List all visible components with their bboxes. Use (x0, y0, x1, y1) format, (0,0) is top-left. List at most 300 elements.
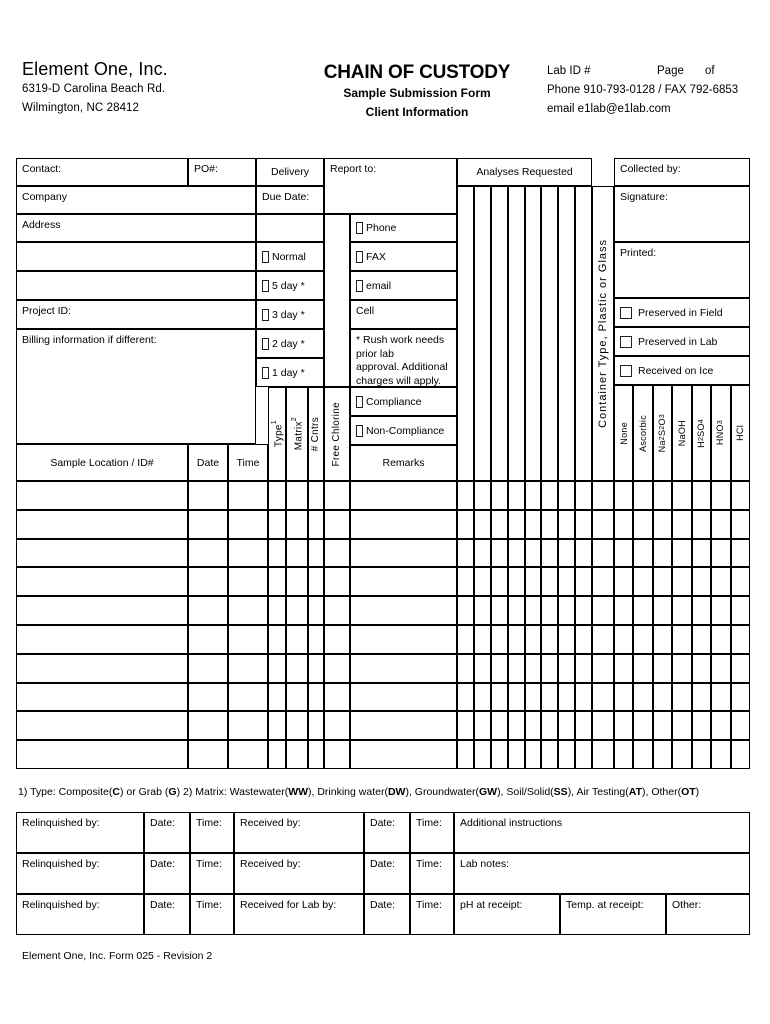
checkbox-icon[interactable] (356, 396, 363, 408)
table-row-cell-preservative-Na2S2O3[interactable] (653, 625, 672, 654)
table-row-cell-preservative-NaOH[interactable] (672, 596, 691, 625)
table-row-cell-preservative-NaOH[interactable] (672, 481, 691, 510)
table-row-cell-analysis-7[interactable] (558, 481, 575, 510)
checkbox-icon[interactable] (356, 425, 363, 437)
table-row-cell-analysis-8[interactable] (575, 654, 592, 683)
table-row-cell-preservative-Na2S2O3[interactable] (653, 683, 672, 712)
table-row-cell-date[interactable] (188, 539, 228, 568)
table-row-cell-matrix[interactable] (286, 711, 308, 740)
table-row-cell-preservative-H2SO4[interactable] (692, 596, 711, 625)
table-row-cell-matrix[interactable] (286, 654, 308, 683)
table-row-cell-analysis-5[interactable] (525, 683, 542, 712)
table-row-cell-preservative-HNO3[interactable] (711, 539, 730, 568)
table-row-cell-preservative-Ascorbic[interactable] (633, 625, 652, 654)
custody-receive-date[interactable] (364, 894, 410, 935)
table-row-cell-analysis-2[interactable] (474, 481, 491, 510)
table-row-cell-preservative-NaOH[interactable] (672, 567, 691, 596)
table-row-cell-analysis-2[interactable] (474, 567, 491, 596)
table-row-cell-analysis-5[interactable] (525, 711, 542, 740)
table-row-cell-analysis-3[interactable] (491, 683, 508, 712)
table-row-cell-preservative-None[interactable] (614, 481, 633, 510)
table-row-cell-free-chlorine[interactable] (324, 683, 350, 712)
table-row-cell-analysis-7[interactable] (558, 539, 575, 568)
table-row-cell-free-chlorine[interactable] (324, 654, 350, 683)
table-row-cell-date[interactable] (188, 625, 228, 654)
checkbox-icon[interactable] (262, 251, 269, 263)
table-row-cell-matrix[interactable] (286, 596, 308, 625)
printed-name-field[interactable] (614, 242, 750, 298)
table-row-cell-analysis-6[interactable] (541, 481, 558, 510)
table-row-cell-type[interactable] (268, 567, 286, 596)
checkbox-icon[interactable] (620, 365, 632, 377)
table-row-cell-preservative-Ascorbic[interactable] (633, 654, 652, 683)
checkbox-icon[interactable] (262, 280, 269, 292)
table-row-cell-cntrs[interactable] (308, 539, 324, 568)
table-row-cell-analysis-7[interactable] (558, 567, 575, 596)
table-row-cell-analysis-4[interactable] (508, 539, 525, 568)
table-row-cell-analysis-7[interactable] (558, 683, 575, 712)
analysis-column-8[interactable] (575, 186, 592, 481)
table-row-cell-analysis-4[interactable] (508, 510, 525, 539)
table-row-cell-type[interactable] (268, 510, 286, 539)
table-row-cell-date[interactable] (188, 481, 228, 510)
analysis-column-4[interactable] (508, 186, 525, 481)
table-row-cell-preservative-H2SO4[interactable] (692, 740, 711, 769)
table-row-cell-analysis-6[interactable] (541, 510, 558, 539)
analysis-column-1[interactable] (457, 186, 474, 481)
table-row-cell-date[interactable] (188, 654, 228, 683)
preservative-column-NaOH[interactable] (672, 385, 691, 481)
table-row-cell-analysis-1[interactable] (457, 596, 474, 625)
table-row-cell-analysis-6[interactable] (541, 683, 558, 712)
table-row-cell-analysis-8[interactable] (575, 510, 592, 539)
table-row-cell-analysis-4[interactable] (508, 567, 525, 596)
compliance-checkbox-row[interactable] (350, 387, 457, 416)
table-row-cell-analysis-1[interactable] (457, 567, 474, 596)
table-row-cell-preservative-Na2S2O3[interactable] (653, 510, 672, 539)
table-row-cell-preservative-None[interactable] (614, 625, 633, 654)
table-row-cell-free-chlorine[interactable] (324, 481, 350, 510)
table-row-cell-preservative-Na2S2O3[interactable] (653, 596, 672, 625)
billing-info-field[interactable] (16, 329, 256, 444)
table-row-cell-container-type[interactable] (592, 654, 614, 683)
table-row-cell-cntrs[interactable] (308, 654, 324, 683)
table-row-cell-preservative-None[interactable] (614, 539, 633, 568)
table-row-cell-container-type[interactable] (592, 510, 614, 539)
table-row-cell-analysis-5[interactable] (525, 539, 542, 568)
table-row-cell-preservative-H2SO4[interactable] (692, 567, 711, 596)
table-row-cell-analysis-5[interactable] (525, 596, 542, 625)
table-row-cell-cntrs[interactable] (308, 567, 324, 596)
table-row-cell-preservative-HNO3[interactable] (711, 740, 730, 769)
table-row-cell-analysis-3[interactable] (491, 625, 508, 654)
table-row-cell-analysis-4[interactable] (508, 683, 525, 712)
table-row-cell-free-chlorine[interactable] (324, 711, 350, 740)
table-row-cell-matrix[interactable] (286, 683, 308, 712)
table-row-cell-preservative-HCl[interactable] (731, 683, 750, 712)
signature-field[interactable] (614, 186, 750, 242)
table-row-cell-container-type[interactable] (592, 481, 614, 510)
table-row-cell-preservative-HCl[interactable] (731, 510, 750, 539)
table-row-cell-free-chlorine[interactable] (324, 625, 350, 654)
table-row-cell-preservative-NaOH[interactable] (672, 711, 691, 740)
table-row-cell-analysis-2[interactable] (474, 654, 491, 683)
custody-receive-date[interactable] (364, 853, 410, 894)
table-row-cell-preservative-None[interactable] (614, 510, 633, 539)
table-row-cell-preservative-Ascorbic[interactable] (633, 510, 652, 539)
custody-receive-time[interactable] (410, 812, 454, 853)
table-row-cell-date[interactable] (188, 510, 228, 539)
table-row-cell-remarks[interactable] (350, 740, 457, 769)
table-row-cell-analysis-3[interactable] (491, 596, 508, 625)
custody-receive-date[interactable] (364, 812, 410, 853)
table-row-cell-time[interactable] (228, 683, 268, 712)
table-row-cell-analysis-8[interactable] (575, 711, 592, 740)
table-row-cell-analysis-1[interactable] (457, 711, 474, 740)
contact-field[interactable] (16, 158, 188, 186)
table-row-cell-analysis-8[interactable] (575, 683, 592, 712)
table-row-cell-preservative-None[interactable] (614, 740, 633, 769)
table-row-cell-preservative-HNO3[interactable] (711, 654, 730, 683)
table-row-cell-analysis-3[interactable] (491, 481, 508, 510)
table-row-cell-time[interactable] (228, 567, 268, 596)
table-row-cell-preservative-Ascorbic[interactable] (633, 596, 652, 625)
table-row-cell-analysis-3[interactable] (491, 740, 508, 769)
table-row-cell-cntrs[interactable] (308, 596, 324, 625)
table-row-cell-analysis-1[interactable] (457, 481, 474, 510)
table-row-cell-analysis-6[interactable] (541, 711, 558, 740)
table-row-cell-free-chlorine[interactable] (324, 596, 350, 625)
table-row-cell-preservative-Ascorbic[interactable] (633, 567, 652, 596)
checkbox-icon[interactable] (262, 309, 269, 321)
table-row-cell-preservative-HNO3[interactable] (711, 596, 730, 625)
analysis-column-3[interactable] (491, 186, 508, 481)
table-row-cell-analysis-8[interactable] (575, 481, 592, 510)
table-row-cell-date[interactable] (188, 740, 228, 769)
table-row-cell-analysis-6[interactable] (541, 596, 558, 625)
table-row-cell-preservative-HCl[interactable] (731, 711, 750, 740)
custody-notes[interactable] (454, 853, 750, 894)
table-row-cell-preservative-H2SO4[interactable] (692, 683, 711, 712)
table-row-cell-analysis-3[interactable] (491, 539, 508, 568)
table-row-cell-analysis-7[interactable] (558, 596, 575, 625)
custody-received-by[interactable] (234, 812, 364, 853)
table-row-cell-date[interactable] (188, 711, 228, 740)
table-row-cell-preservative-NaOH[interactable] (672, 740, 691, 769)
custody-relinquished-by[interactable] (16, 812, 144, 853)
table-row-cell-analysis-5[interactable] (525, 625, 542, 654)
project-id-field[interactable] (16, 300, 256, 329)
table-row-cell-location[interactable] (16, 481, 188, 510)
table-row-cell-preservative-HCl[interactable] (731, 596, 750, 625)
table-row-cell-preservative-Ascorbic[interactable] (633, 481, 652, 510)
table-row-cell-analysis-8[interactable] (575, 596, 592, 625)
report-method-email[interactable] (350, 271, 457, 300)
analysis-column-2[interactable] (474, 186, 491, 481)
table-row-cell-remarks[interactable] (350, 510, 457, 539)
table-row-cell-date[interactable] (188, 596, 228, 625)
table-row-cell-analysis-7[interactable] (558, 740, 575, 769)
collected-by-field[interactable] (614, 158, 750, 186)
delivery-option-normal[interactable] (256, 242, 324, 271)
table-row-cell-analysis-6[interactable] (541, 740, 558, 769)
table-row-cell-preservative-Na2S2O3[interactable] (653, 740, 672, 769)
custody-relinquished-by[interactable] (16, 894, 144, 935)
table-row-cell-cntrs[interactable] (308, 481, 324, 510)
table-row-cell-type[interactable] (268, 625, 286, 654)
table-row-cell-analysis-2[interactable] (474, 539, 491, 568)
table-row-cell-location[interactable] (16, 711, 188, 740)
table-row-cell-remarks[interactable] (350, 683, 457, 712)
table-row-cell-container-type[interactable] (592, 740, 614, 769)
table-row-cell-analysis-5[interactable] (525, 481, 542, 510)
table-row-cell-preservative-HCl[interactable] (731, 481, 750, 510)
table-row-cell-remarks[interactable] (350, 711, 457, 740)
table-row-cell-matrix[interactable] (286, 625, 308, 654)
table-row-cell-analysis-6[interactable] (541, 567, 558, 596)
table-row-cell-preservative-HCl[interactable] (731, 740, 750, 769)
table-row-cell-analysis-2[interactable] (474, 683, 491, 712)
table-row-cell-free-chlorine[interactable] (324, 510, 350, 539)
received-on-ice-row[interactable] (614, 356, 750, 385)
table-row-cell-preservative-NaOH[interactable] (672, 539, 691, 568)
table-row-cell-free-chlorine[interactable] (324, 539, 350, 568)
table-row-cell-preservative-H2SO4[interactable] (692, 625, 711, 654)
table-row-cell-time[interactable] (228, 510, 268, 539)
table-row-cell-preservative-HNO3[interactable] (711, 510, 730, 539)
table-row-cell-time[interactable] (228, 711, 268, 740)
checkbox-icon[interactable] (356, 251, 363, 263)
table-row-cell-preservative-Ascorbic[interactable] (633, 539, 652, 568)
table-row-cell-preservative-Na2S2O3[interactable] (653, 539, 672, 568)
table-row-cell-matrix[interactable] (286, 740, 308, 769)
report-method-phone[interactable] (350, 214, 457, 242)
analysis-column-7[interactable] (558, 186, 575, 481)
table-row-cell-cntrs[interactable] (308, 711, 324, 740)
table-row-cell-preservative-Na2S2O3[interactable] (653, 711, 672, 740)
table-row-cell-analysis-1[interactable] (457, 539, 474, 568)
table-row-cell-container-type[interactable] (592, 567, 614, 596)
delivery-option-3day[interactable] (256, 300, 324, 329)
delivery-option-2day[interactable] (256, 329, 324, 358)
table-row-cell-type[interactable] (268, 539, 286, 568)
custody-other[interactable] (666, 894, 750, 935)
table-row-cell-analysis-7[interactable] (558, 510, 575, 539)
table-row-cell-preservative-H2SO4[interactable] (692, 711, 711, 740)
table-row-cell-analysis-1[interactable] (457, 654, 474, 683)
table-row-cell-analysis-4[interactable] (508, 711, 525, 740)
table-row-cell-preservative-HNO3[interactable] (711, 711, 730, 740)
table-row-cell-type[interactable] (268, 711, 286, 740)
table-row-cell-location[interactable] (16, 683, 188, 712)
custody-relinquish-date[interactable] (144, 812, 190, 853)
custody-received-by[interactable] (234, 894, 364, 935)
table-row-cell-analysis-4[interactable] (508, 596, 525, 625)
table-row-cell-preservative-NaOH[interactable] (672, 683, 691, 712)
table-row-cell-free-chlorine[interactable] (324, 567, 350, 596)
table-row-cell-analysis-5[interactable] (525, 510, 542, 539)
preservative-column-Na2S2O3[interactable] (653, 385, 672, 481)
table-row-cell-date[interactable] (188, 567, 228, 596)
table-row-cell-preservative-HCl[interactable] (731, 539, 750, 568)
table-row-cell-preservative-NaOH[interactable] (672, 510, 691, 539)
table-row-cell-preservative-Na2S2O3[interactable] (653, 654, 672, 683)
checkbox-icon[interactable] (356, 222, 363, 234)
table-row-cell-cntrs[interactable] (308, 510, 324, 539)
table-row-cell-remarks[interactable] (350, 596, 457, 625)
noncompliance-checkbox-row[interactable] (350, 416, 457, 445)
due-date-field[interactable] (256, 186, 324, 214)
table-row-cell-location[interactable] (16, 596, 188, 625)
table-row-cell-time[interactable] (228, 654, 268, 683)
table-row-cell-preservative-H2SO4[interactable] (692, 481, 711, 510)
table-row-cell-analysis-3[interactable] (491, 654, 508, 683)
preservative-column-None[interactable] (614, 385, 633, 481)
checkbox-icon[interactable] (620, 336, 632, 348)
custody-notes[interactable] (454, 812, 750, 853)
address-field-2[interactable] (16, 242, 256, 271)
custody-relinquish-time[interactable] (190, 894, 234, 935)
table-row-cell-analysis-3[interactable] (491, 567, 508, 596)
checkbox-icon[interactable] (262, 338, 269, 350)
table-row-cell-type[interactable] (268, 654, 286, 683)
report-to-field[interactable] (324, 158, 457, 214)
preservative-column-HNO3[interactable] (711, 385, 730, 481)
custody-receive-time[interactable] (410, 853, 454, 894)
table-row-cell-preservative-None[interactable] (614, 596, 633, 625)
table-row-cell-preservative-HNO3[interactable] (711, 683, 730, 712)
table-row-cell-preservative-HCl[interactable] (731, 625, 750, 654)
table-row-cell-analysis-6[interactable] (541, 654, 558, 683)
preservative-column-Ascorbic[interactable] (633, 385, 652, 481)
table-row-cell-preservative-Na2S2O3[interactable] (653, 567, 672, 596)
table-row-cell-time[interactable] (228, 481, 268, 510)
table-row-cell-location[interactable] (16, 740, 188, 769)
table-row-cell-preservative-Ascorbic[interactable] (633, 711, 652, 740)
table-row-cell-date[interactable] (188, 683, 228, 712)
table-row-cell-analysis-5[interactable] (525, 567, 542, 596)
report-method-fax[interactable] (350, 242, 457, 271)
table-row-cell-preservative-NaOH[interactable] (672, 654, 691, 683)
table-row-cell-analysis-2[interactable] (474, 625, 491, 654)
table-row-cell-analysis-1[interactable] (457, 740, 474, 769)
custody-relinquish-date[interactable] (144, 853, 190, 894)
table-row-cell-location[interactable] (16, 510, 188, 539)
table-row-cell-analysis-2[interactable] (474, 711, 491, 740)
table-row-cell-cntrs[interactable] (308, 683, 324, 712)
table-row-cell-preservative-NaOH[interactable] (672, 625, 691, 654)
table-row-cell-cntrs[interactable] (308, 740, 324, 769)
table-row-cell-analysis-1[interactable] (457, 625, 474, 654)
table-row-cell-preservative-H2SO4[interactable] (692, 539, 711, 568)
table-row-cell-time[interactable] (228, 539, 268, 568)
table-row-cell-preservative-Ascorbic[interactable] (633, 740, 652, 769)
custody-relinquished-by[interactable] (16, 853, 144, 894)
table-row-cell-analysis-6[interactable] (541, 539, 558, 568)
temp-at-receipt[interactable] (560, 894, 666, 935)
table-row-cell-analysis-7[interactable] (558, 625, 575, 654)
table-row-cell-preservative-None[interactable] (614, 654, 633, 683)
table-row-cell-analysis-8[interactable] (575, 625, 592, 654)
table-row-cell-container-type[interactable] (592, 683, 614, 712)
table-row-cell-analysis-4[interactable] (508, 625, 525, 654)
table-row-cell-preservative-None[interactable] (614, 711, 633, 740)
table-row-cell-analysis-4[interactable] (508, 481, 525, 510)
table-row-cell-preservative-None[interactable] (614, 683, 633, 712)
table-row-cell-analysis-5[interactable] (525, 740, 542, 769)
checkbox-icon[interactable] (356, 280, 363, 292)
cell-phone-field[interactable] (350, 300, 457, 329)
table-row-cell-analysis-3[interactable] (491, 510, 508, 539)
table-row-cell-preservative-Ascorbic[interactable] (633, 683, 652, 712)
table-row-cell-container-type[interactable] (592, 596, 614, 625)
table-row-cell-matrix[interactable] (286, 539, 308, 568)
table-row-cell-type[interactable] (268, 481, 286, 510)
address-field-3[interactable] (16, 271, 256, 300)
table-row-cell-time[interactable] (228, 625, 268, 654)
table-row-cell-matrix[interactable] (286, 481, 308, 510)
delivery-option-5day[interactable] (256, 271, 324, 300)
company-field[interactable] (16, 186, 256, 214)
table-row-cell-location[interactable] (16, 654, 188, 683)
table-row-cell-analysis-1[interactable] (457, 510, 474, 539)
table-row-cell-analysis-8[interactable] (575, 567, 592, 596)
table-row-cell-remarks[interactable] (350, 539, 457, 568)
analysis-column-6[interactable] (541, 186, 558, 481)
table-row-cell-container-type[interactable] (592, 711, 614, 740)
table-row-cell-type[interactable] (268, 683, 286, 712)
checkbox-icon[interactable] (620, 307, 632, 319)
delivery-option-1day[interactable] (256, 358, 324, 387)
custody-receive-time[interactable] (410, 894, 454, 935)
table-row-cell-preservative-HCl[interactable] (731, 567, 750, 596)
table-row-cell-remarks[interactable] (350, 654, 457, 683)
preserved-in-field-row[interactable] (614, 298, 750, 327)
table-row-cell-analysis-7[interactable] (558, 711, 575, 740)
table-row-cell-matrix[interactable] (286, 567, 308, 596)
preservative-column-HCl[interactable] (731, 385, 750, 481)
analysis-column-5[interactable] (525, 186, 542, 481)
custody-received-by[interactable] (234, 853, 364, 894)
table-row-cell-analysis-8[interactable] (575, 740, 592, 769)
table-row-cell-matrix[interactable] (286, 510, 308, 539)
table-row-cell-analysis-3[interactable] (491, 711, 508, 740)
custody-relinquish-time[interactable] (190, 853, 234, 894)
table-row-cell-analysis-2[interactable] (474, 740, 491, 769)
table-row-cell-preservative-H2SO4[interactable] (692, 510, 711, 539)
po-field[interactable] (188, 158, 256, 186)
custody-relinquish-time[interactable] (190, 812, 234, 853)
table-row-cell-preservative-HCl[interactable] (731, 654, 750, 683)
table-row-cell-analysis-4[interactable] (508, 740, 525, 769)
table-row-cell-preservative-HNO3[interactable] (711, 481, 730, 510)
checkbox-icon[interactable] (262, 367, 269, 379)
table-row-cell-cntrs[interactable] (308, 625, 324, 654)
table-row-cell-container-type[interactable] (592, 539, 614, 568)
table-row-cell-location[interactable] (16, 567, 188, 596)
table-row-cell-analysis-1[interactable] (457, 683, 474, 712)
table-row-cell-type[interactable] (268, 596, 286, 625)
table-row-cell-analysis-2[interactable] (474, 596, 491, 625)
table-row-cell-type[interactable] (268, 740, 286, 769)
table-row-cell-remarks[interactable] (350, 481, 457, 510)
table-row-cell-time[interactable] (228, 596, 268, 625)
table-row-cell-analysis-6[interactable] (541, 625, 558, 654)
table-row-cell-preservative-HNO3[interactable] (711, 625, 730, 654)
ph-at-receipt[interactable] (454, 894, 560, 935)
table-row-cell-preservative-Na2S2O3[interactable] (653, 481, 672, 510)
table-row-cell-preservative-None[interactable] (614, 567, 633, 596)
